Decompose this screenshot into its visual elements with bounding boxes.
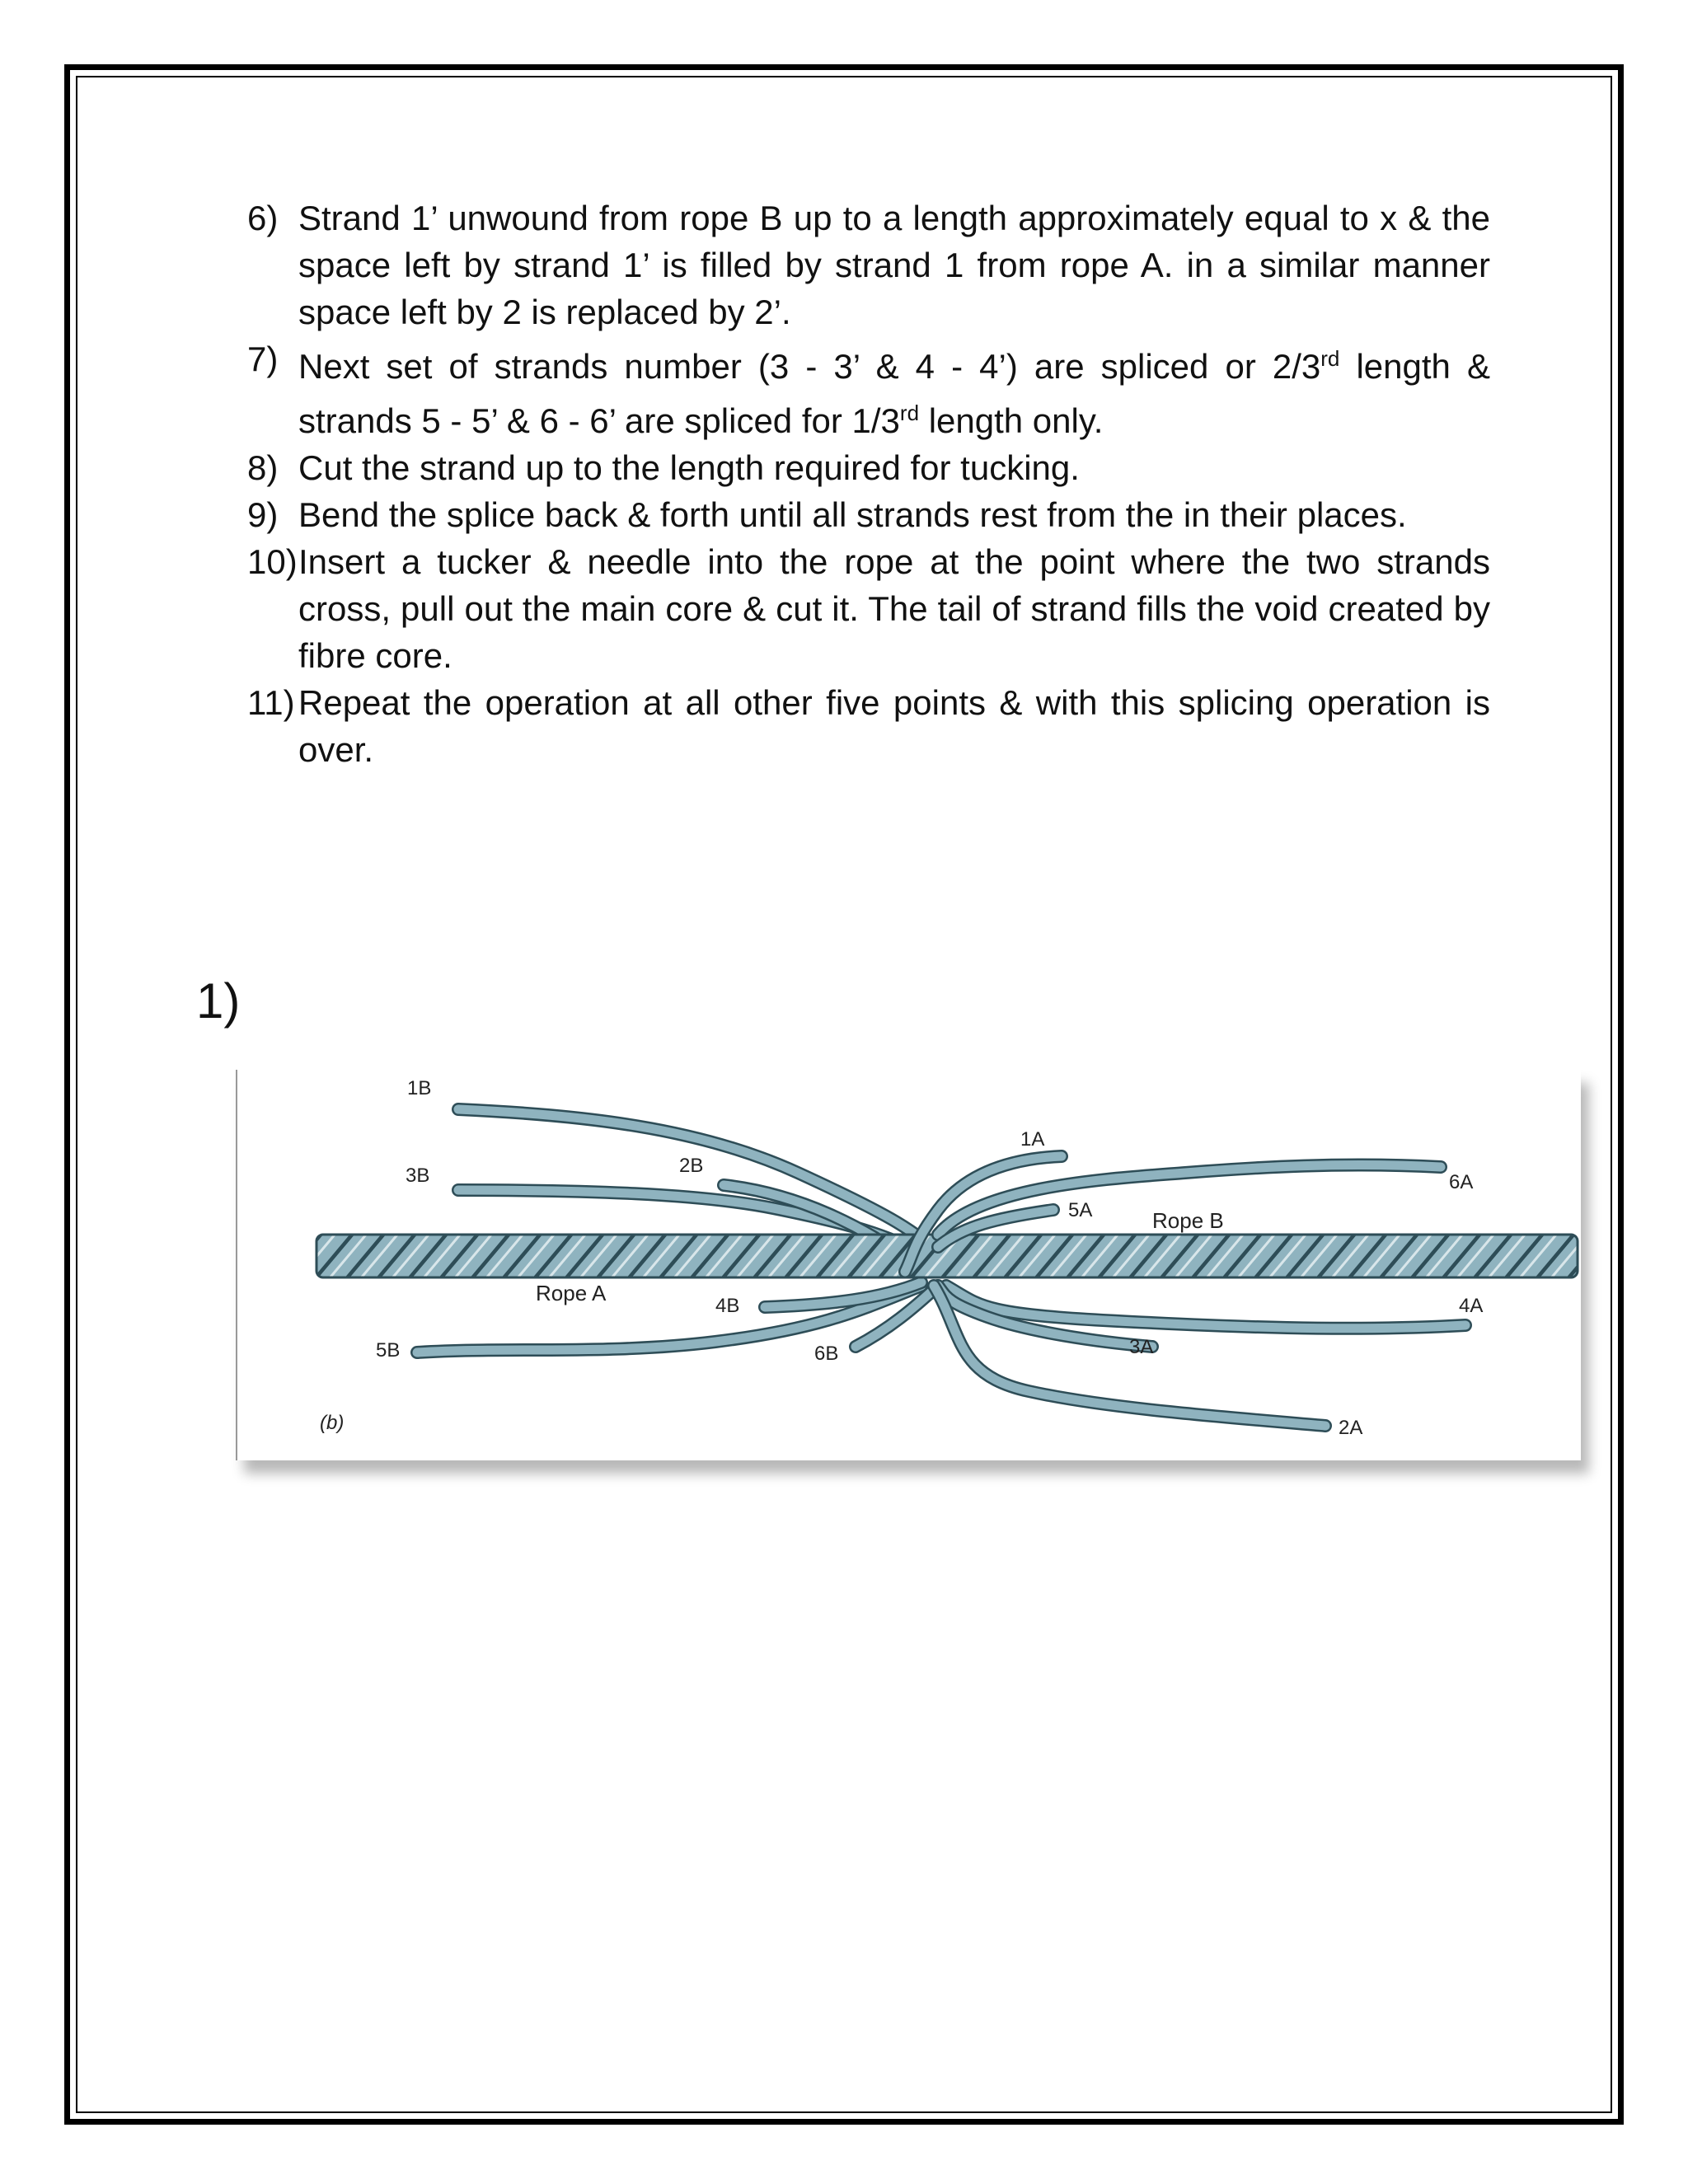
step-8	[247, 444, 1490, 491]
step-text-part3: length only.	[919, 401, 1104, 440]
superscript-rd: rd	[1320, 346, 1340, 371]
step-text-part2: length & strands 5 - 5’ & 6 - 6’ are spliced for 1/3	[298, 347, 1490, 440]
step-text: Bend the splice back & forth until all strands rest from the in their places.	[298, 495, 1407, 534]
label-3a: 3A	[1129, 1336, 1154, 1358]
step-text: Strand 1’ unwound from rope B up to a length approximately equal to x & the space left by strand 1’ is filled by strand 1 from rope A. in a similar manner space left by 2 is replaced by 2’.	[298, 199, 1490, 331]
label-2a: 2A	[1339, 1417, 1363, 1439]
label-4a: 4A	[1459, 1295, 1484, 1317]
step-number: 7)	[247, 340, 279, 378]
label-rope-b: Rope B	[1152, 1208, 1224, 1233]
step-number: 9)	[247, 495, 279, 534]
label-rope-a: Rope A	[536, 1281, 607, 1305]
step-text-part1: Next set of strands number (3 - 3’ & 4 - 4’) are spliced or 2/3	[298, 347, 1321, 386]
label-3b: 3B	[406, 1165, 430, 1187]
step-6	[247, 194, 1490, 335]
panel-label: (b)	[320, 1412, 345, 1434]
step-text: Repeat the operation at all other five points & with this splicing operation is over.	[298, 683, 1490, 769]
label-5b: 5B	[376, 1339, 401, 1361]
step-number: 11)	[247, 683, 295, 722]
label-4b: 4B	[715, 1295, 740, 1317]
step-number: 6)	[247, 199, 279, 237]
label-6b: 6B	[814, 1343, 839, 1365]
step-number: 8)	[247, 448, 279, 487]
rope-splice-figure	[236, 1070, 1581, 1460]
label-2b: 2B	[679, 1155, 704, 1177]
step-text: Insert a tucker & needle into the rope at the point where the two strands cross, pull out the main core & cut it. The tail of strand fills the void created by fibre core.	[298, 542, 1490, 675]
step-7	[247, 335, 1490, 444]
steps-list	[247, 194, 1490, 773]
label-5a: 5A	[1068, 1199, 1093, 1221]
rope-a-strands	[905, 1156, 1465, 1426]
label-1a: 1A	[1020, 1128, 1045, 1151]
label-6a: 6A	[1449, 1171, 1474, 1193]
step-10	[247, 538, 1490, 679]
step-number: 10)	[247, 542, 298, 581]
splice-illustration	[237, 1070, 1581, 1460]
label-1b: 1B	[407, 1077, 432, 1099]
figure-number: 1)	[196, 973, 241, 1029]
superscript-rd: rd	[899, 401, 920, 425]
rope-b-strands	[417, 1109, 946, 1352]
step-9	[247, 491, 1490, 538]
step-11	[247, 679, 1490, 773]
step-text: Cut the strand up to the length required for tucking.	[298, 448, 1080, 487]
